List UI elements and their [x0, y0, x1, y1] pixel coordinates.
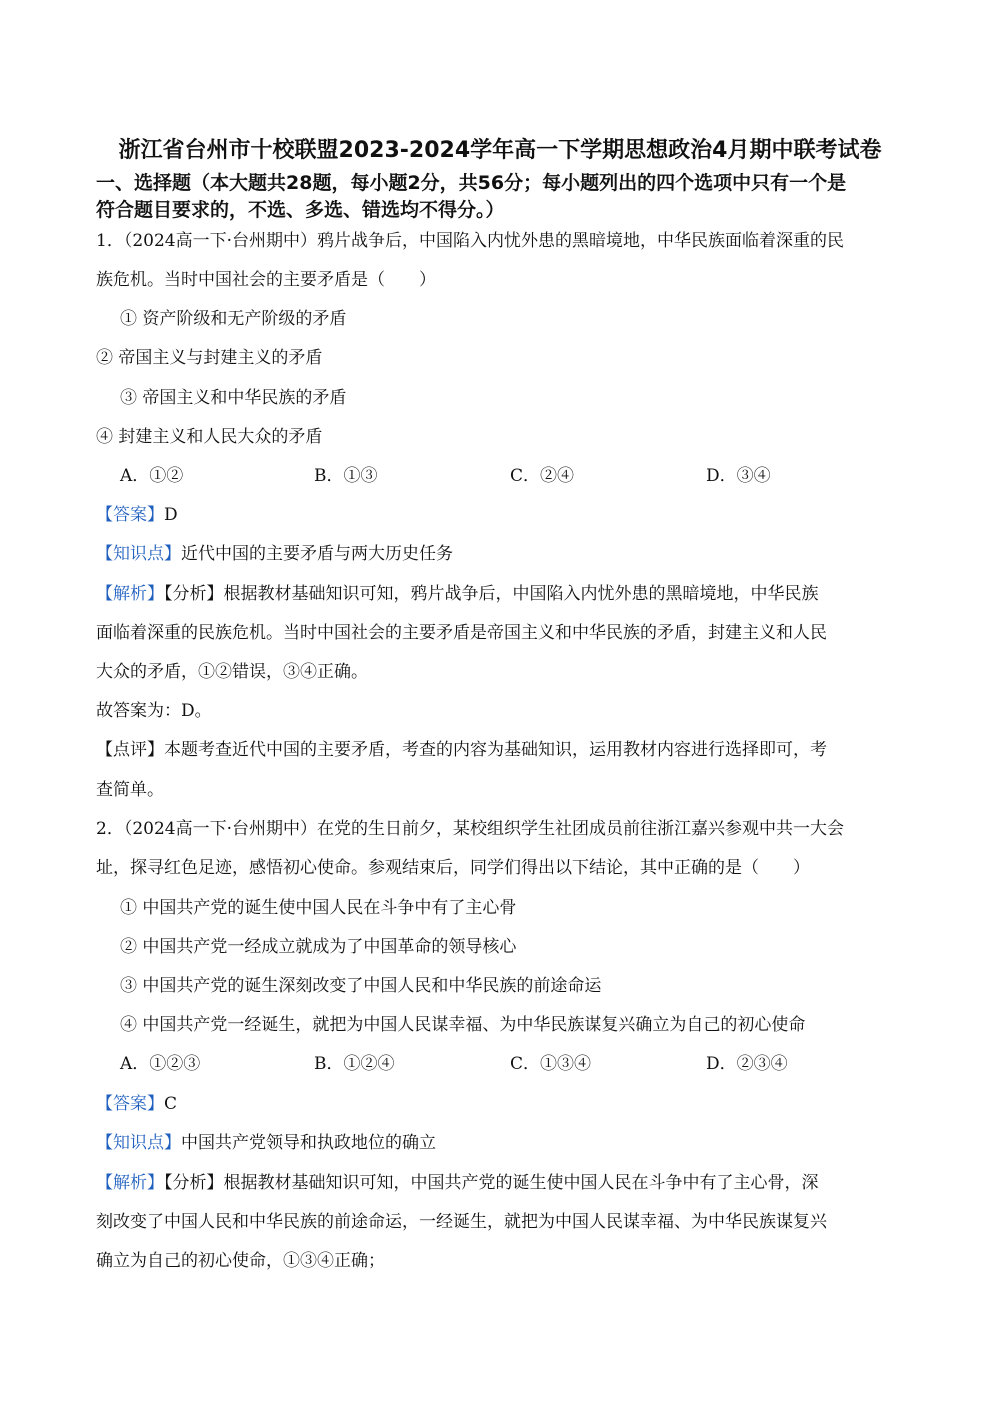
question-2-analysis-line-1 — [96, 1171, 819, 1195]
question-1-option-c: C．②④ — [510, 466, 575, 486]
question-1-knowledge — [96, 542, 453, 566]
answer-label: 【答案】 — [96, 505, 164, 525]
knowledge-label: 【知识点】 — [96, 544, 181, 564]
question-1-stem-line-2: 族危机。当时中国社会的主要矛盾是（ ） — [96, 270, 436, 290]
question-2-option-c: C．①③④ — [510, 1054, 592, 1074]
answer-value: C — [164, 1094, 178, 1114]
question-2-option-b: B．①②④ — [314, 1054, 395, 1074]
question-2-item-2: ② 中国共产党一经成立就成为了中国革命的领导核心 — [120, 937, 517, 957]
question-1-option-a: A．①② — [120, 466, 184, 486]
question-1-answer — [96, 503, 178, 527]
question-1-comment-line-2: 查简单。 — [96, 780, 164, 800]
section-heading-line-1: 一、选择题（本大题共28题，每小题2分，共56分；每小题列出的四个选项中只有一个是 — [96, 172, 847, 194]
analysis-text: 【分析】根据教材基础知识可知，中国共产党的诞生使中国人民在斗争中有了主心骨，深 — [164, 1173, 819, 1193]
analysis-text: 【分析】根据教材基础知识可知，鸦片战争后，中国陷入内忧外患的黑暗境地，中华民族 — [164, 584, 819, 604]
question-2-answer — [96, 1092, 177, 1116]
question-1-item-1: ① 资产阶级和无产阶级的矛盾 — [120, 309, 347, 329]
question-1-option-b: B．①③ — [314, 466, 378, 486]
analysis-label: 【解析】 — [96, 1173, 164, 1193]
question-1-conclusion: 故答案为：D。 — [96, 701, 212, 721]
knowledge-value: 近代中国的主要矛盾与两大历史任务 — [181, 544, 453, 564]
question-1-item-4: ④ 封建主义和人民大众的矛盾 — [96, 427, 323, 447]
answer-label: 【答案】 — [96, 1094, 164, 1114]
question-1-item-3: ③ 帝国主义和中华民族的矛盾 — [120, 388, 347, 408]
question-1-option-d: D．③④ — [706, 466, 771, 486]
knowledge-value: 中国共产党领导和执政地位的确立 — [181, 1133, 436, 1153]
question-2-knowledge — [96, 1131, 436, 1155]
analysis-label: 【解析】 — [96, 584, 164, 604]
knowledge-label: 【知识点】 — [96, 1133, 181, 1153]
page-title: 浙江省台州市十校联盟2023-2024学年高一下学期思想政治4月期中联考试卷 — [118, 138, 882, 163]
question-2-item-1: ① 中国共产党的诞生使中国人民在斗争中有了主心骨 — [120, 898, 517, 918]
question-2-stem-line-2: 址，探寻红色足迹，感悟初心使命。参观结束后，同学们得出以下结论，其中正确的是（ ） — [96, 858, 810, 878]
question-1-analysis-line-2: 面临着深重的民族危机。当时中国社会的主要矛盾是帝国主义和中华民族的矛盾，封建主义和人民 — [96, 623, 827, 643]
question-2-analysis-line-3: 确立为自己的初心使命，①③④正确； — [96, 1251, 385, 1271]
question-1-comment-line-1: 【点评】本题考查近代中国的主要矛盾，考查的内容为基础知识，运用教材内容进行选择即可，考 — [96, 740, 827, 760]
question-1-stem-line-1: 1．（2024高一下·台州期中）鸦片战争后，中国陷入内忧外患的黑暗境地，中华民族面临着深重的民 — [96, 231, 844, 251]
question-2-option-a: A．①②③ — [120, 1054, 201, 1074]
question-2-item-4: ④ 中国共产党一经诞生，就把为中国人民谋幸福、为中华民族谋复兴确立为自己的初心使命 — [120, 1015, 806, 1035]
question-2-option-d: D．②③④ — [706, 1054, 788, 1074]
question-1-analysis-line-3: 大众的矛盾，①②错误，③④正确。 — [96, 662, 368, 682]
question-1-item-2: ② 帝国主义与封建主义的矛盾 — [96, 348, 323, 368]
section-heading — [96, 170, 916, 224]
question-2-stem-line-1: 2．（2024高一下·台州期中）在党的生日前夕，某校组织学生社团成员前往浙江嘉兴参观中共一大会 — [96, 819, 844, 839]
question-1-analysis-line-1 — [96, 582, 819, 606]
question-2-analysis-line-2: 刻改变了中国人民和中华民族的前途命运，一经诞生，就把为中国人民谋幸福、为中华民族谋复兴 — [96, 1212, 827, 1232]
answer-value: D — [164, 505, 178, 525]
question-2-item-3: ③ 中国共产党的诞生深刻改变了中国人民和中华民族的前途命运 — [120, 976, 602, 996]
section-heading-line-2: 符合题目要求的，不选、多选、错选均不得分。） — [96, 199, 505, 221]
